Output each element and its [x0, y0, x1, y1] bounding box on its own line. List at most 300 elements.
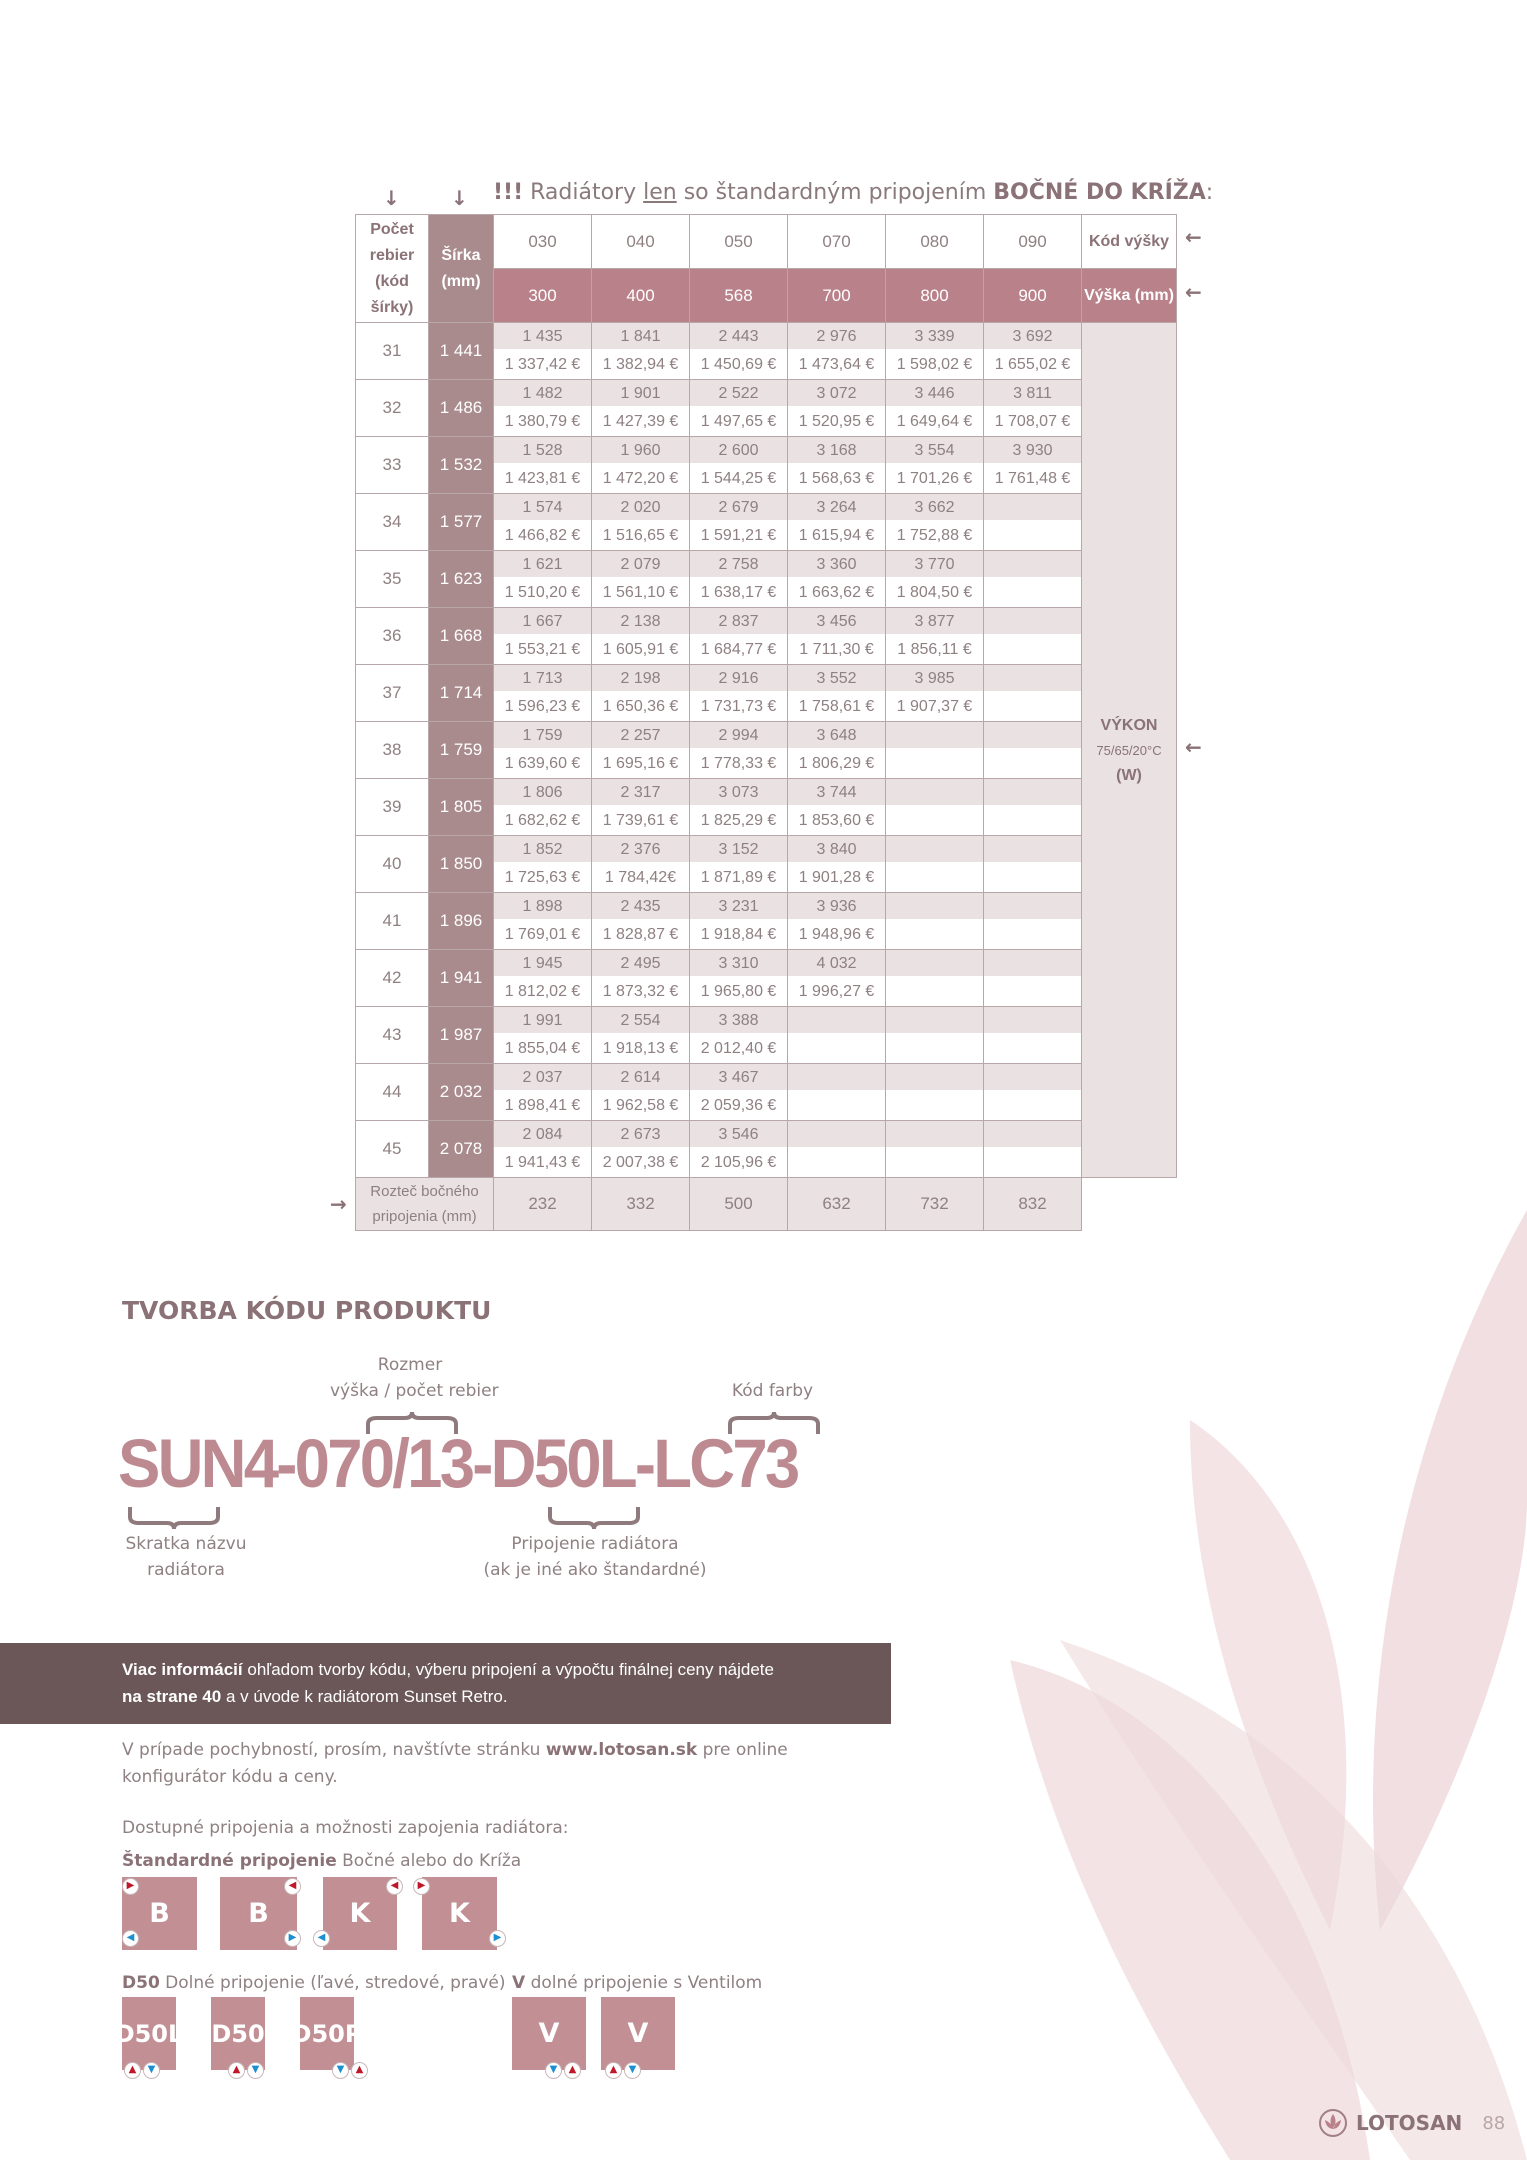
output-price-cell — [494, 437, 592, 494]
output-watts: 1 574 — [494, 494, 591, 522]
price — [788, 1149, 885, 1176]
output-price-cell — [984, 551, 1082, 608]
width-mm: 1 623 — [429, 551, 494, 608]
output-watts: 3 264 — [788, 494, 885, 522]
price: 1 544,25 € — [690, 465, 787, 492]
output-watts: 2 600 — [690, 437, 787, 465]
connection-box-k-left: K — [323, 1877, 397, 1950]
color-label: Kód farby — [731, 1381, 814, 1401]
height-mm: 700 — [788, 269, 886, 323]
output-price-cell — [886, 779, 984, 836]
price — [788, 1035, 885, 1062]
price: 1 649,64 € — [886, 408, 983, 435]
price — [984, 864, 1081, 891]
price: 1 598,02 € — [886, 351, 983, 378]
price: 1 856,11 € — [886, 636, 983, 663]
output-price-cell — [690, 494, 788, 551]
output-price-cell — [592, 779, 690, 836]
price: 1 996,27 € — [788, 978, 885, 1005]
price: 1 568,63 € — [788, 465, 885, 492]
output-price-cell — [788, 779, 886, 836]
output-watts: 3 152 — [690, 836, 787, 864]
output-watts: 3 554 — [886, 437, 983, 465]
price: 1 812,02 € — [494, 978, 591, 1005]
price: 1 553,21 € — [494, 636, 591, 663]
arrow-down-icon: ↓ — [383, 186, 400, 210]
width-mm: 1 850 — [429, 836, 494, 893]
output-price-cell — [690, 1121, 788, 1178]
rib-count: 39 — [356, 779, 429, 836]
table-row — [356, 1064, 1177, 1121]
brace-icon — [127, 1505, 222, 1531]
rib-count: 44 — [356, 1064, 429, 1121]
price: 1 948,96 € — [788, 921, 885, 948]
output-price-cell — [690, 1064, 788, 1121]
output-watts: 2 020 — [592, 494, 689, 522]
output-watts: 3 744 — [788, 779, 885, 807]
width-mm: 1 486 — [429, 380, 494, 437]
header-height-code: Kód výšky — [1082, 215, 1177, 269]
output-price-cell — [788, 608, 886, 665]
output-watts: 2 758 — [690, 551, 787, 579]
width-mm: 2 032 — [429, 1064, 494, 1121]
output-price-cell — [886, 950, 984, 1007]
output-price-cell — [690, 779, 788, 836]
brand-name: LOTOSAN — [1356, 2111, 1463, 2135]
connection-box-b-right: B — [220, 1877, 297, 1950]
output-price-cell — [984, 665, 1082, 722]
inlet-arrow-icon: ▲ — [228, 2062, 245, 2079]
output-price-cell — [592, 494, 690, 551]
output-watts: 3 811 — [984, 380, 1081, 408]
output-watts: 3 692 — [984, 323, 1081, 351]
output-price-cell — [592, 1007, 690, 1064]
output-watts: 2 916 — [690, 665, 787, 693]
output-price-cell — [494, 1007, 592, 1064]
table-row — [356, 551, 1177, 608]
output-watts: 2 614 — [592, 1064, 689, 1092]
table-row — [356, 836, 1177, 893]
output-watts: 2 317 — [592, 779, 689, 807]
output-price-cell — [592, 836, 690, 893]
price: 1 918,13 € — [592, 1035, 689, 1062]
width-mm: 1 987 — [429, 1007, 494, 1064]
output-price-cell — [494, 893, 592, 950]
connection-box-b-left: B — [122, 1877, 197, 1950]
output-price-cell — [984, 1064, 1082, 1121]
height-mm: 300 — [494, 269, 592, 323]
inlet-arrow-icon: ▲ — [564, 2062, 581, 2079]
price: 1 472,20 € — [592, 465, 689, 492]
output-price-cell — [886, 722, 984, 779]
output-watts: 1 528 — [494, 437, 591, 465]
price: 1 769,01 € — [494, 921, 591, 948]
output-watts — [984, 665, 1081, 693]
output-watts: 2 084 — [494, 1121, 591, 1149]
output-watts: 2 443 — [690, 323, 787, 351]
table-row — [356, 380, 1177, 437]
price — [984, 636, 1081, 663]
output-price-cell — [690, 722, 788, 779]
output-price-cell — [788, 380, 886, 437]
arrow-left-icon: ← — [1185, 280, 1202, 304]
price: 1 873,32 € — [592, 978, 689, 1005]
price: 1 561,10 € — [592, 579, 689, 606]
outlet-arrow-icon: ◀ — [313, 1930, 330, 1947]
output-price-cell — [984, 608, 1082, 665]
width-mm: 1 941 — [429, 950, 494, 1007]
price: 1 701,26 € — [886, 465, 983, 492]
output-price-cell — [788, 893, 886, 950]
output-watts: 3 648 — [788, 722, 885, 750]
price: 1 591,21 € — [690, 522, 787, 549]
price: 1 784,42€ — [592, 864, 689, 891]
price — [886, 807, 983, 834]
outlet-arrow-icon: ▼ — [247, 2062, 264, 2079]
output-price-cell — [592, 323, 690, 380]
website-link[interactable]: www.lotosan.sk — [545, 1740, 698, 1760]
output-watts: 3 930 — [984, 437, 1081, 465]
output-price-cell — [984, 494, 1082, 551]
output-watts: 1 435 — [494, 323, 591, 351]
output-price-cell — [494, 551, 592, 608]
price — [984, 807, 1081, 834]
arrow-left-icon: ← — [1185, 735, 1202, 759]
price: 1 758,61 € — [788, 693, 885, 720]
section-title: TVORBA KÓDU PRODUKTU — [122, 1296, 492, 1325]
output-watts: 3 339 — [886, 323, 983, 351]
width-mm: 1 759 — [429, 722, 494, 779]
table-row — [356, 323, 1177, 380]
price — [984, 693, 1081, 720]
output-price-cell — [592, 722, 690, 779]
output-price-cell — [494, 608, 592, 665]
output-label: VÝKON 75/65/20°C (W) — [1082, 323, 1177, 1178]
outlet-arrow-icon: ▼ — [143, 2062, 160, 2079]
output-price-cell — [984, 950, 1082, 1007]
output-watts: 3 467 — [690, 1064, 787, 1092]
output-price-cell — [984, 437, 1082, 494]
output-price-cell — [690, 323, 788, 380]
output-watts — [788, 1064, 885, 1092]
price — [886, 750, 983, 777]
price: 1 855,04 € — [494, 1035, 591, 1062]
output-price-cell — [592, 893, 690, 950]
output-watts: 2 679 — [690, 494, 787, 522]
rib-count: 41 — [356, 893, 429, 950]
price: 2 059,36 € — [690, 1092, 787, 1119]
output-watts: 2 376 — [592, 836, 689, 864]
price — [788, 1092, 885, 1119]
table-row — [356, 779, 1177, 836]
output-price-cell — [690, 1007, 788, 1064]
output-price-cell — [984, 1121, 1082, 1178]
table-row — [356, 893, 1177, 950]
table-notice: !!! Radiátory len so štandardným pripojením BOČNÉ DO KRÍŽA: — [493, 180, 1214, 205]
price — [984, 1035, 1081, 1062]
height-code: 040 — [592, 215, 690, 269]
output-watts — [984, 494, 1081, 522]
table-row — [356, 665, 1177, 722]
output-price-cell — [788, 722, 886, 779]
height-mm: 568 — [690, 269, 788, 323]
inlet-arrow-icon: ▶ — [122, 1878, 139, 1895]
output-price-cell — [886, 893, 984, 950]
output-watts: 3 446 — [886, 380, 983, 408]
arrow-right-icon: → — [330, 1192, 347, 1216]
output-watts: 3 546 — [690, 1121, 787, 1149]
radiator-price-table — [355, 214, 1177, 1231]
price — [984, 921, 1081, 948]
price: 1 941,43 € — [494, 1149, 591, 1176]
height-code: 070 — [788, 215, 886, 269]
price: 2 007,38 € — [592, 1149, 689, 1176]
output-price-cell — [592, 665, 690, 722]
output-price-cell — [690, 437, 788, 494]
price: 1 382,94 € — [592, 351, 689, 378]
height-code: 030 — [494, 215, 592, 269]
price: 1 473,64 € — [788, 351, 885, 378]
output-watts: 2 976 — [788, 323, 885, 351]
price: 1 684,77 € — [690, 636, 787, 663]
output-watts: 2 037 — [494, 1064, 591, 1092]
output-price-cell — [494, 1121, 592, 1178]
inlet-arrow-icon: ◀ — [386, 1878, 403, 1895]
output-watts — [984, 551, 1081, 579]
lotus-logo-icon — [1318, 2108, 1348, 2138]
output-price-cell — [592, 1064, 690, 1121]
output-watts — [886, 950, 983, 978]
price: 1 778,33 € — [690, 750, 787, 777]
output-watts — [984, 836, 1081, 864]
price: 1 497,65 € — [690, 408, 787, 435]
output-price-cell — [788, 665, 886, 722]
output-watts: 1 841 — [592, 323, 689, 351]
price: 1 871,89 € — [690, 864, 787, 891]
output-price-cell — [494, 722, 592, 779]
output-watts: 3 231 — [690, 893, 787, 921]
output-price-cell — [494, 380, 592, 437]
width-mm: 2 078 — [429, 1121, 494, 1178]
rib-count: 40 — [356, 836, 429, 893]
output-watts: 2 257 — [592, 722, 689, 750]
output-price-cell — [984, 1007, 1082, 1064]
height-code: 050 — [690, 215, 788, 269]
output-price-cell — [984, 779, 1082, 836]
price: 1 650,36 € — [592, 693, 689, 720]
output-watts — [886, 1121, 983, 1149]
table-row — [356, 494, 1177, 551]
brace-icon — [547, 1505, 642, 1531]
output-watts — [984, 950, 1081, 978]
output-price-cell — [984, 893, 1082, 950]
output-price-cell — [886, 836, 984, 893]
price: 1 907,37 € — [886, 693, 983, 720]
rib-count: 33 — [356, 437, 429, 494]
outlet-arrow-icon: ▶ — [489, 1930, 506, 1947]
width-mm: 1 577 — [429, 494, 494, 551]
width-mm: 1 896 — [429, 893, 494, 950]
price: 1 828,87 € — [592, 921, 689, 948]
output-price-cell — [690, 551, 788, 608]
output-watts — [984, 1064, 1081, 1092]
rib-count: 37 — [356, 665, 429, 722]
output-price-cell — [690, 380, 788, 437]
output-watts: 1 852 — [494, 836, 591, 864]
output-watts: 3 770 — [886, 551, 983, 579]
price: 1 804,50 € — [886, 579, 983, 606]
price: 1 711,30 € — [788, 636, 885, 663]
output-watts: 3 388 — [690, 1007, 787, 1035]
price: 1 427,39 € — [592, 408, 689, 435]
connections-intro: Dostupné pripojenia a možnosti zapojenia radiátora: — [122, 1818, 569, 1838]
width-mm: 1 441 — [429, 323, 494, 380]
output-price-cell — [886, 551, 984, 608]
output-price-cell — [886, 1121, 984, 1178]
rib-count: 43 — [356, 1007, 429, 1064]
output-price-cell — [984, 836, 1082, 893]
output-watts: 1 713 — [494, 665, 591, 693]
price — [984, 1092, 1081, 1119]
width-mm: 1 714 — [429, 665, 494, 722]
connection-box-v-right: V — [512, 1997, 586, 2070]
output-price-cell — [690, 665, 788, 722]
product-code-example: SUN4-070/13-D50L-LC73 — [118, 1425, 798, 1502]
spacing-value: 500 — [690, 1178, 788, 1231]
price: 1 806,29 € — [788, 750, 885, 777]
standard-connection-label: Štandardné pripojenie Bočné alebo do Kríža — [122, 1851, 522, 1871]
output-price-cell — [494, 836, 592, 893]
output-price-cell — [494, 779, 592, 836]
height-mm: 400 — [592, 269, 690, 323]
output-watts: 2 079 — [592, 551, 689, 579]
price: 1 516,65 € — [592, 522, 689, 549]
price: 1 695,16 € — [592, 750, 689, 777]
price: 1 639,60 € — [494, 750, 591, 777]
price — [886, 921, 983, 948]
output-price-cell — [984, 722, 1082, 779]
output-price-cell — [592, 608, 690, 665]
price: 1 638,17 € — [690, 579, 787, 606]
rib-count: 36 — [356, 608, 429, 665]
output-price-cell — [886, 380, 984, 437]
price: 1 739,61 € — [592, 807, 689, 834]
spacing-value: 832 — [984, 1178, 1082, 1231]
rib-count: 34 — [356, 494, 429, 551]
price — [984, 750, 1081, 777]
price: 1 901,28 € — [788, 864, 885, 891]
inlet-arrow-icon: ▲ — [124, 2062, 141, 2079]
output-watts — [984, 1121, 1081, 1149]
price: 2 105,96 € — [690, 1149, 787, 1176]
output-watts — [886, 1064, 983, 1092]
outlet-arrow-icon: ▶ — [284, 1930, 301, 1947]
price — [886, 1092, 983, 1119]
rib-count: 31 — [356, 323, 429, 380]
price: 2 012,40 € — [690, 1035, 787, 1062]
output-price-cell — [886, 437, 984, 494]
output-price-cell — [494, 1064, 592, 1121]
output-price-cell — [886, 494, 984, 551]
price: 1 605,91 € — [592, 636, 689, 663]
output-watts: 1 482 — [494, 380, 591, 408]
output-price-cell — [592, 551, 690, 608]
connection-box-d50: D50 — [211, 1997, 265, 2070]
output-price-cell — [592, 437, 690, 494]
output-price-cell — [886, 1007, 984, 1064]
output-price-cell — [690, 608, 788, 665]
arrow-left-icon: ← — [1185, 225, 1202, 249]
output-watts: 3 360 — [788, 551, 885, 579]
price: 1 655,02 € — [984, 351, 1081, 378]
output-price-cell — [788, 1064, 886, 1121]
price: 1 337,42 € — [494, 351, 591, 378]
output-watts: 3 985 — [886, 665, 983, 693]
output-watts: 3 168 — [788, 437, 885, 465]
output-price-cell — [592, 380, 690, 437]
output-watts: 1 806 — [494, 779, 591, 807]
price: 1 761,48 € — [984, 465, 1081, 492]
price: 1 596,23 € — [494, 693, 591, 720]
output-price-cell — [788, 836, 886, 893]
outlet-arrow-icon: ▼ — [624, 2062, 641, 2079]
price: 1 918,84 € — [690, 921, 787, 948]
output-watts: 1 759 — [494, 722, 591, 750]
price: 1 380,79 € — [494, 408, 591, 435]
price: 1 520,95 € — [788, 408, 885, 435]
output-price-cell — [592, 1121, 690, 1178]
output-price-cell — [494, 494, 592, 551]
output-watts: 2 994 — [690, 722, 787, 750]
width-mm: 1 668 — [429, 608, 494, 665]
output-watts: 2 673 — [592, 1121, 689, 1149]
connection-box-k-right: K — [422, 1877, 497, 1950]
abbr-label: Skratka názvu radiátora — [125, 1534, 247, 1580]
spacing-value: 232 — [494, 1178, 592, 1231]
output-watts — [984, 722, 1081, 750]
table-row — [356, 1007, 1177, 1064]
v-connection-label: V dolné pripojenie s Ventilom — [512, 1973, 763, 1993]
footer-spacing-label: Rozteč bočného pripojenia (mm) — [356, 1178, 494, 1231]
output-price-cell — [984, 380, 1082, 437]
connection-box-d50p: D50P — [300, 1997, 354, 2070]
output-watts: 2 495 — [592, 950, 689, 978]
connection-box-d50l: D50L — [122, 1997, 176, 2070]
output-watts: 3 936 — [788, 893, 885, 921]
output-watts — [886, 1007, 983, 1035]
output-watts: 3 877 — [886, 608, 983, 636]
height-code: 090 — [984, 215, 1082, 269]
output-watts — [984, 893, 1081, 921]
arrow-down-icon: ↓ — [451, 186, 468, 210]
table-row — [356, 608, 1177, 665]
price: 1 731,73 € — [690, 693, 787, 720]
price: 1 663,62 € — [788, 579, 885, 606]
price: 1 510,20 € — [494, 579, 591, 606]
output-price-cell — [494, 950, 592, 1007]
price — [984, 579, 1081, 606]
output-price-cell — [984, 323, 1082, 380]
spacing-value: 632 — [788, 1178, 886, 1231]
output-price-cell — [690, 893, 788, 950]
output-price-cell — [788, 551, 886, 608]
output-watts: 1 898 — [494, 893, 591, 921]
output-watts — [788, 1007, 885, 1035]
rib-count: 42 — [356, 950, 429, 1007]
price: 1 965,80 € — [690, 978, 787, 1005]
d50-connection-label: D50 Dolné pripojenie (ľavé, stredové, pravé) — [122, 1973, 506, 1993]
price — [984, 1149, 1081, 1176]
